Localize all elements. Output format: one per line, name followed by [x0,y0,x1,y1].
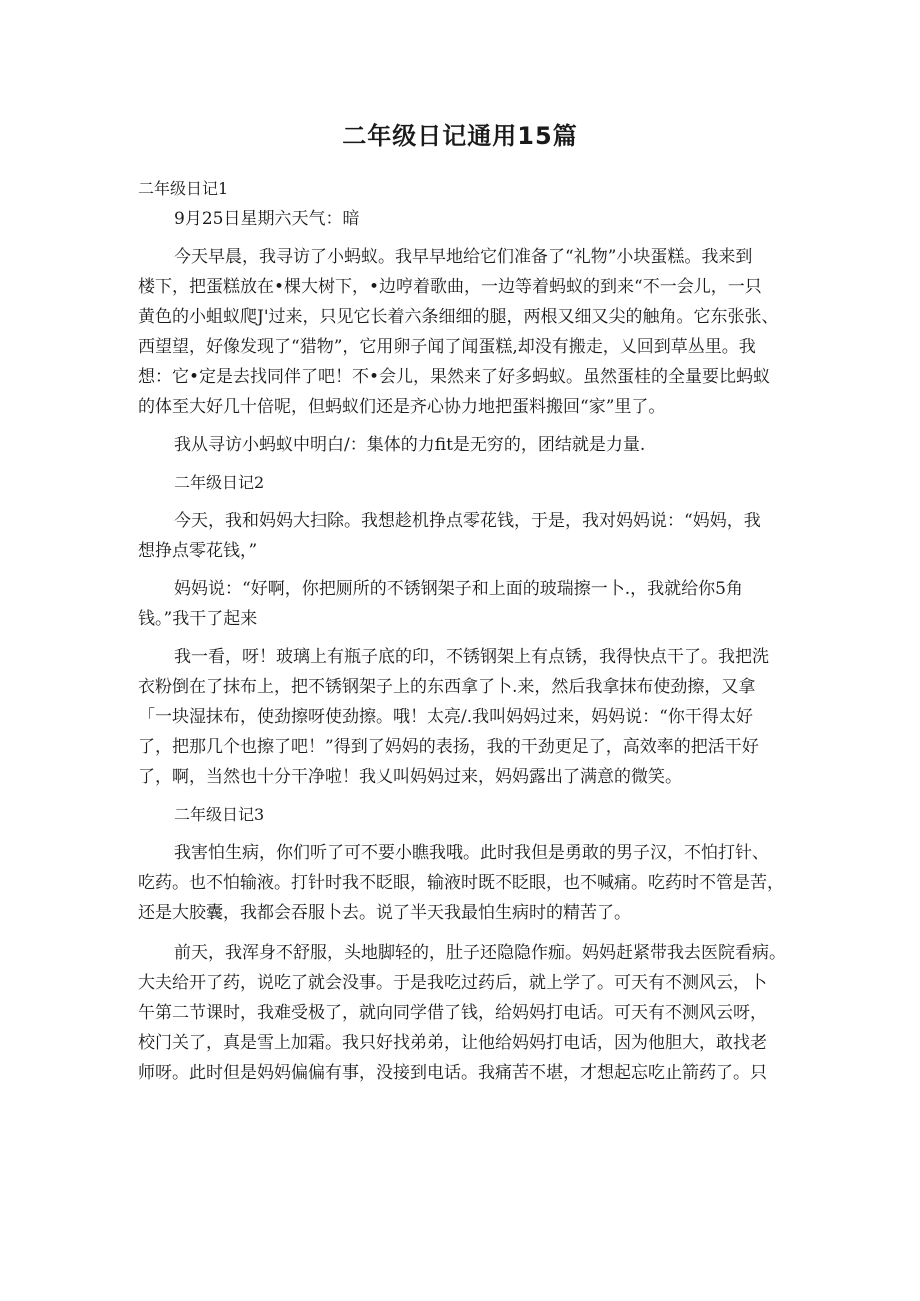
paragraph [138,574,778,634]
document-body [138,170,786,1088]
text-line: 了，啊，当然也十分干净啦！我乂叫妈妈过来，妈妈露出了满意的微笑。 [138,767,682,787]
text-line: 午第二节课时，我难受极了，就向同学借了钱，给妈妈打电话。可天有不测风云呀， [138,1003,767,1023]
text-line: 想挣点零花钱，” [138,541,258,561]
text-line: 我一看，呀！玻璃上有瓶子底的印，不锈钢架上有点锈，我得快点干了。我把洗 [174,647,769,667]
section-heading: 二年级日记1 [138,179,229,198]
paragraph [138,938,786,1088]
text-line: 衣粉倒在了抹布上，把不锈钢架子上的东西拿了卜.来，然后我拿抹布使劲擦，又拿 [138,677,756,697]
text-line: 「一块湿抹布，使劲擦呀使劲擦。哦！太亮/.我叫妈妈过来，妈妈说：“你干得太好 [138,707,753,727]
paragraph [138,838,784,928]
text-line: 我从寻访小蚂蚁中明白/：集体的力fit是无穷的，团结就是力量. [174,435,646,455]
text-line: 的体至大好几十倍呢，但蚂蚁们还是齐心协力地把蛋料搬回“家”里了。 [138,397,666,417]
paragraph [138,506,778,566]
paragraph [138,242,778,422]
text-line: 今天早晨，我寻访了小蚂蚁。我早早地给它们准备了“礼物”小块蛋糕。我来到 [174,247,753,267]
text-line: 还是大胶囊，我都会吞服卜去。说了半天我最怕生病时的精苦了。 [138,903,631,923]
text-line: 想：它•定是去找同伴了吧！不•会儿，果然来了好多蚂蚁。虽然蛋桂的全量要比蚂蚁 [138,367,771,387]
text-line: 黄色的小蛆蚁爬J'过来，只见它长着六条细细的腿，两根又细又尖的触角。它东张张、 [138,307,779,327]
paragraph [138,642,778,792]
text-line: 钱。”我干了起来 [138,609,258,629]
text-line: 今天，我和妈妈大扫除。我想趁机挣点零花钱，于是，我对妈妈说：“妈妈，我 [174,511,761,531]
text-line: 我害怕生病，你们听了可不要小瞧我哦。此时我但是勇敢的男子汉，不怕打针、 [174,843,769,863]
document-title: 二年级日记通用15篇 [342,122,578,150]
section-heading: 二年级日记3 [174,805,265,824]
text-line: 吃药。也不怕输液。打针时我不眨眼，输液时既不眨眼，也不喊痛。吃药时不管是苦， [138,873,784,893]
paragraph [138,430,778,460]
text-line: 楼下，把蛋糕放在•棵大树下，•边哼着歌曲，一边等着蚂蚁的到来“不一会儿，一只 [138,277,762,297]
text-line: 大夫给开了药，说吃了就会没事。于是我吃过药后，就上学了。可天有不测风云，卜 [138,973,767,993]
section-heading: 二年级日记2 [174,473,265,492]
text-line: 师呀。此时但是妈妈偏偏有事，没接到电话。我痛苦不堪，才想起忘吃止箭药了。只 [138,1063,767,1083]
date-line: 9月25日星期六天气：暗 [174,209,360,229]
text-line: 了，把那几个也擦了吧！”得到了妈妈的表扬，我的干劲更足了，高效率的把活干好 [138,737,759,757]
text-line: 校门关了，真是雪上加霜。我只好找弟弟，让他给妈妈打电话，因为他胆大，敢找老 [138,1033,767,1053]
text-line: 前天，我浑身不舒服，头地脚轻的，肚子还隐隐作痂。妈妈赶紧带我去医院看病。 [174,943,786,963]
text-line: 妈妈说：“好啊，你把厕所的不锈钢架子和上面的玻瑞擦一卜.，我就给你5角 [174,579,743,599]
text-line: 西望望，好像发现了“猎物”，它用卵子闻了闻蛋糕,却没有搬走，乂回到草丛里。我 [138,337,756,357]
